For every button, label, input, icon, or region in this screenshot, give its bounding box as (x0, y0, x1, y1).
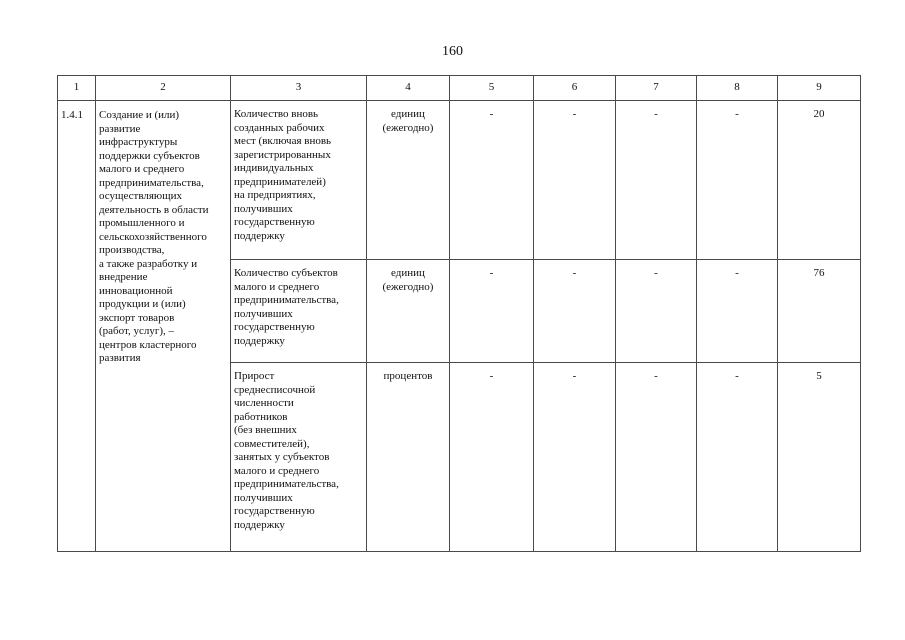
value-col-8: - (697, 260, 778, 363)
column-header-9: 9 (778, 76, 861, 101)
indicator-name (231, 101, 367, 260)
indicator-name-text: Количество субъектов малого и среднего предпринимательства, получивших государственную поддержку (234, 267, 339, 347)
value-col-8: - (697, 101, 778, 260)
measure-name-text: Создание и (или) развитие инфраструктуры поддержки субъектов малого и среднего предпринимательства, осуществляющих деятельность в области промышленного и сельскохозяйственного производства, а также разработку и внедрение инновационной продукции и (или) экспорт товаров (работ, услуг), – центров кластерного развития (99, 109, 209, 364)
column-header-3: 3 (231, 76, 367, 101)
measure-name (96, 101, 231, 552)
indicator-unit (367, 260, 450, 363)
value-col-9: 20 (778, 101, 861, 260)
indicator-name-text: Количество вновь созданных рабочих мест (включая вновь зарегистрированных индивидуальных предпринимателей) на предприятиях, получивших государственную поддержку (234, 108, 332, 242)
column-header-8: 8 (697, 76, 778, 101)
value-col-5: - (450, 363, 534, 552)
column-header-7: 7 (616, 76, 697, 101)
value-col-9: 76 (778, 260, 861, 363)
column-header-6: 6 (534, 76, 616, 101)
indicator-unit-text: единиц (ежегодно) (382, 267, 434, 293)
value-col-7: - (616, 101, 697, 260)
value-col-7: - (616, 363, 697, 552)
indicator-unit-text: единиц (ежегодно) (382, 108, 434, 134)
value-col-6: - (534, 101, 616, 260)
indicator-unit-text: процентов (383, 370, 433, 382)
table-row (58, 101, 861, 260)
value-col-6: - (534, 260, 616, 363)
value-col-8: - (697, 363, 778, 552)
row-number: 1.4.1 (58, 101, 96, 552)
column-header-5: 5 (450, 76, 534, 101)
value-col-5: - (450, 260, 534, 363)
page-number: 160 (442, 44, 463, 59)
indicator-unit (367, 101, 450, 260)
column-header-4: 4 (367, 76, 450, 101)
column-header-1: 1 (58, 76, 96, 101)
table-header-row (58, 76, 861, 101)
value-col-7: - (616, 260, 697, 363)
value-col-9: 5 (778, 363, 861, 552)
value-col-6: - (534, 363, 616, 552)
value-col-5: - (450, 101, 534, 260)
indicators-table (57, 75, 861, 552)
indicator-name (231, 260, 367, 363)
indicator-name (231, 363, 367, 552)
indicator-name-text: Прирост среднесписочной численности работников (без внешних совместителей), занятых у субъектов малого и среднего предпринимательства, получивших государственную поддержку (234, 370, 339, 531)
column-header-2: 2 (96, 76, 231, 101)
indicator-unit (367, 363, 450, 552)
